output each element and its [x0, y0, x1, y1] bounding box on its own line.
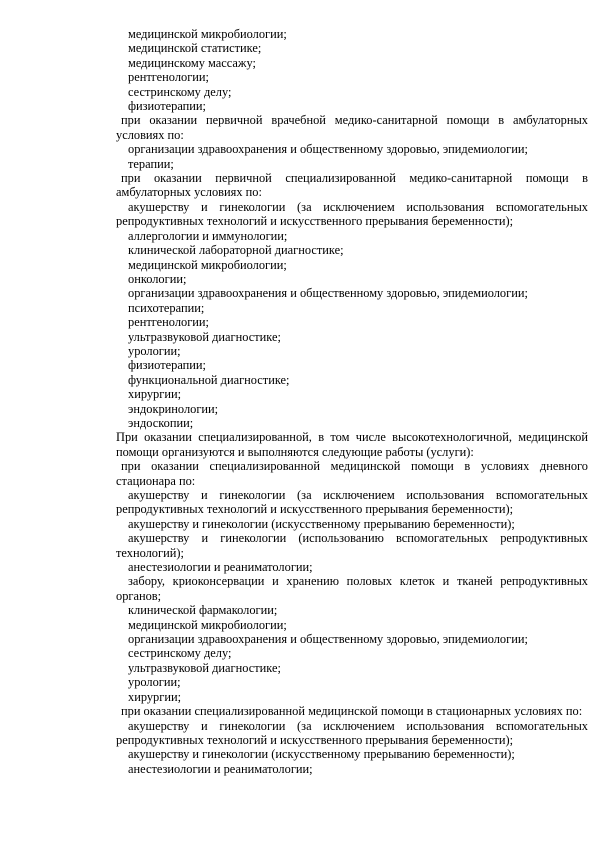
list-item: клинической фармакологии;	[128, 603, 278, 618]
list-item: физиотерапии;	[128, 99, 206, 114]
list-item: медицинской статистике;	[128, 41, 262, 56]
list-item: урологии;	[128, 675, 181, 690]
list-item: акушерству и гинекологии (искусственному прерыванию беременности);	[128, 516, 515, 531]
document-page	[116, 27, 588, 776]
section-heading: при оказании специализированной медицинской помощи в стационарных условиях по:	[121, 704, 583, 719]
list-item: анестезиологии и реаниматологии;	[128, 761, 313, 776]
section-heading: при оказании первичной специализированной медико-санитарной помощи в амбулаторных условиях по:	[116, 171, 588, 200]
list-item: медицинской микробиологии;	[128, 617, 287, 632]
list-item: забору, криоконсервации и хранению половых клеток и тканей репродуктивных органов;	[116, 574, 588, 603]
list-item: психотерапии;	[128, 300, 205, 315]
list-item: аллергологии и иммунологии;	[128, 228, 288, 243]
list-item: анестезиологии и реаниматологии;	[128, 560, 313, 575]
list-item: клинической лабораторной диагностике;	[128, 243, 344, 258]
list-item: рентгенологии;	[128, 70, 209, 85]
list-item: акушерству и гинекологии (использованию вспомогательных репродуктивных технологий);	[116, 531, 588, 560]
list-item: акушерству и гинекологии (искусственному прерыванию беременности);	[128, 747, 515, 762]
list-item: терапии;	[128, 156, 174, 171]
list-item: организации здравоохранения и общественному здоровью, эпидемиологии;	[128, 632, 528, 647]
list-item: акушерству и гинекологии (за исключением использования вспомогательных репродуктивных технологий и искусственного прерывания беременности);	[116, 199, 588, 229]
list-item: хирургии;	[128, 387, 182, 402]
list-item: медицинской микробиологии;	[128, 257, 287, 272]
list-item: сестринскому делу;	[128, 646, 232, 661]
list-item: сестринскому делу;	[128, 84, 232, 99]
paragraph: При оказании специализированной, в том числе высокотехнологичной, медицинской помощи организуются и выполняются следующие работы (услуги):	[116, 430, 588, 459]
list-item: ультразвуковой диагностике;	[128, 329, 281, 344]
section-heading: при оказании специализированной медицинской помощи в условиях дневного стационара по:	[116, 459, 588, 488]
list-item: акушерству и гинекологии (за исключением использования вспомогательных репродуктивных технологий и искусственного прерывания беременности);	[116, 488, 588, 517]
list-item: рентгенологии;	[128, 315, 209, 330]
list-item: физиотерапии;	[128, 358, 206, 373]
list-item: организации здравоохранения и общественному здоровью, эпидемиологии;	[128, 286, 528, 301]
list-item: акушерству и гинекологии (за исключением использования вспомогательных репродуктивных технологий и искусственного прерывания беременности);	[116, 718, 588, 747]
list-item: организации здравоохранения и общественному здоровью, эпидемиологии;	[128, 142, 528, 157]
list-item: медицинскому массажу;	[128, 55, 256, 70]
list-item: медицинской микробиологии;	[128, 27, 287, 41]
list-item: ультразвуковой диагностике;	[128, 660, 281, 675]
list-item: онкологии;	[128, 271, 187, 286]
list-item: функциональной диагностике;	[128, 372, 290, 387]
list-item: эндоскопии;	[128, 415, 194, 430]
list-item: урологии;	[128, 343, 181, 358]
section-heading: при оказании первичной врачебной медико-санитарной помощи в амбулаторных условиях по:	[116, 113, 588, 142]
list-item: эндокринологии;	[128, 401, 219, 416]
list-item: хирургии;	[128, 689, 182, 704]
